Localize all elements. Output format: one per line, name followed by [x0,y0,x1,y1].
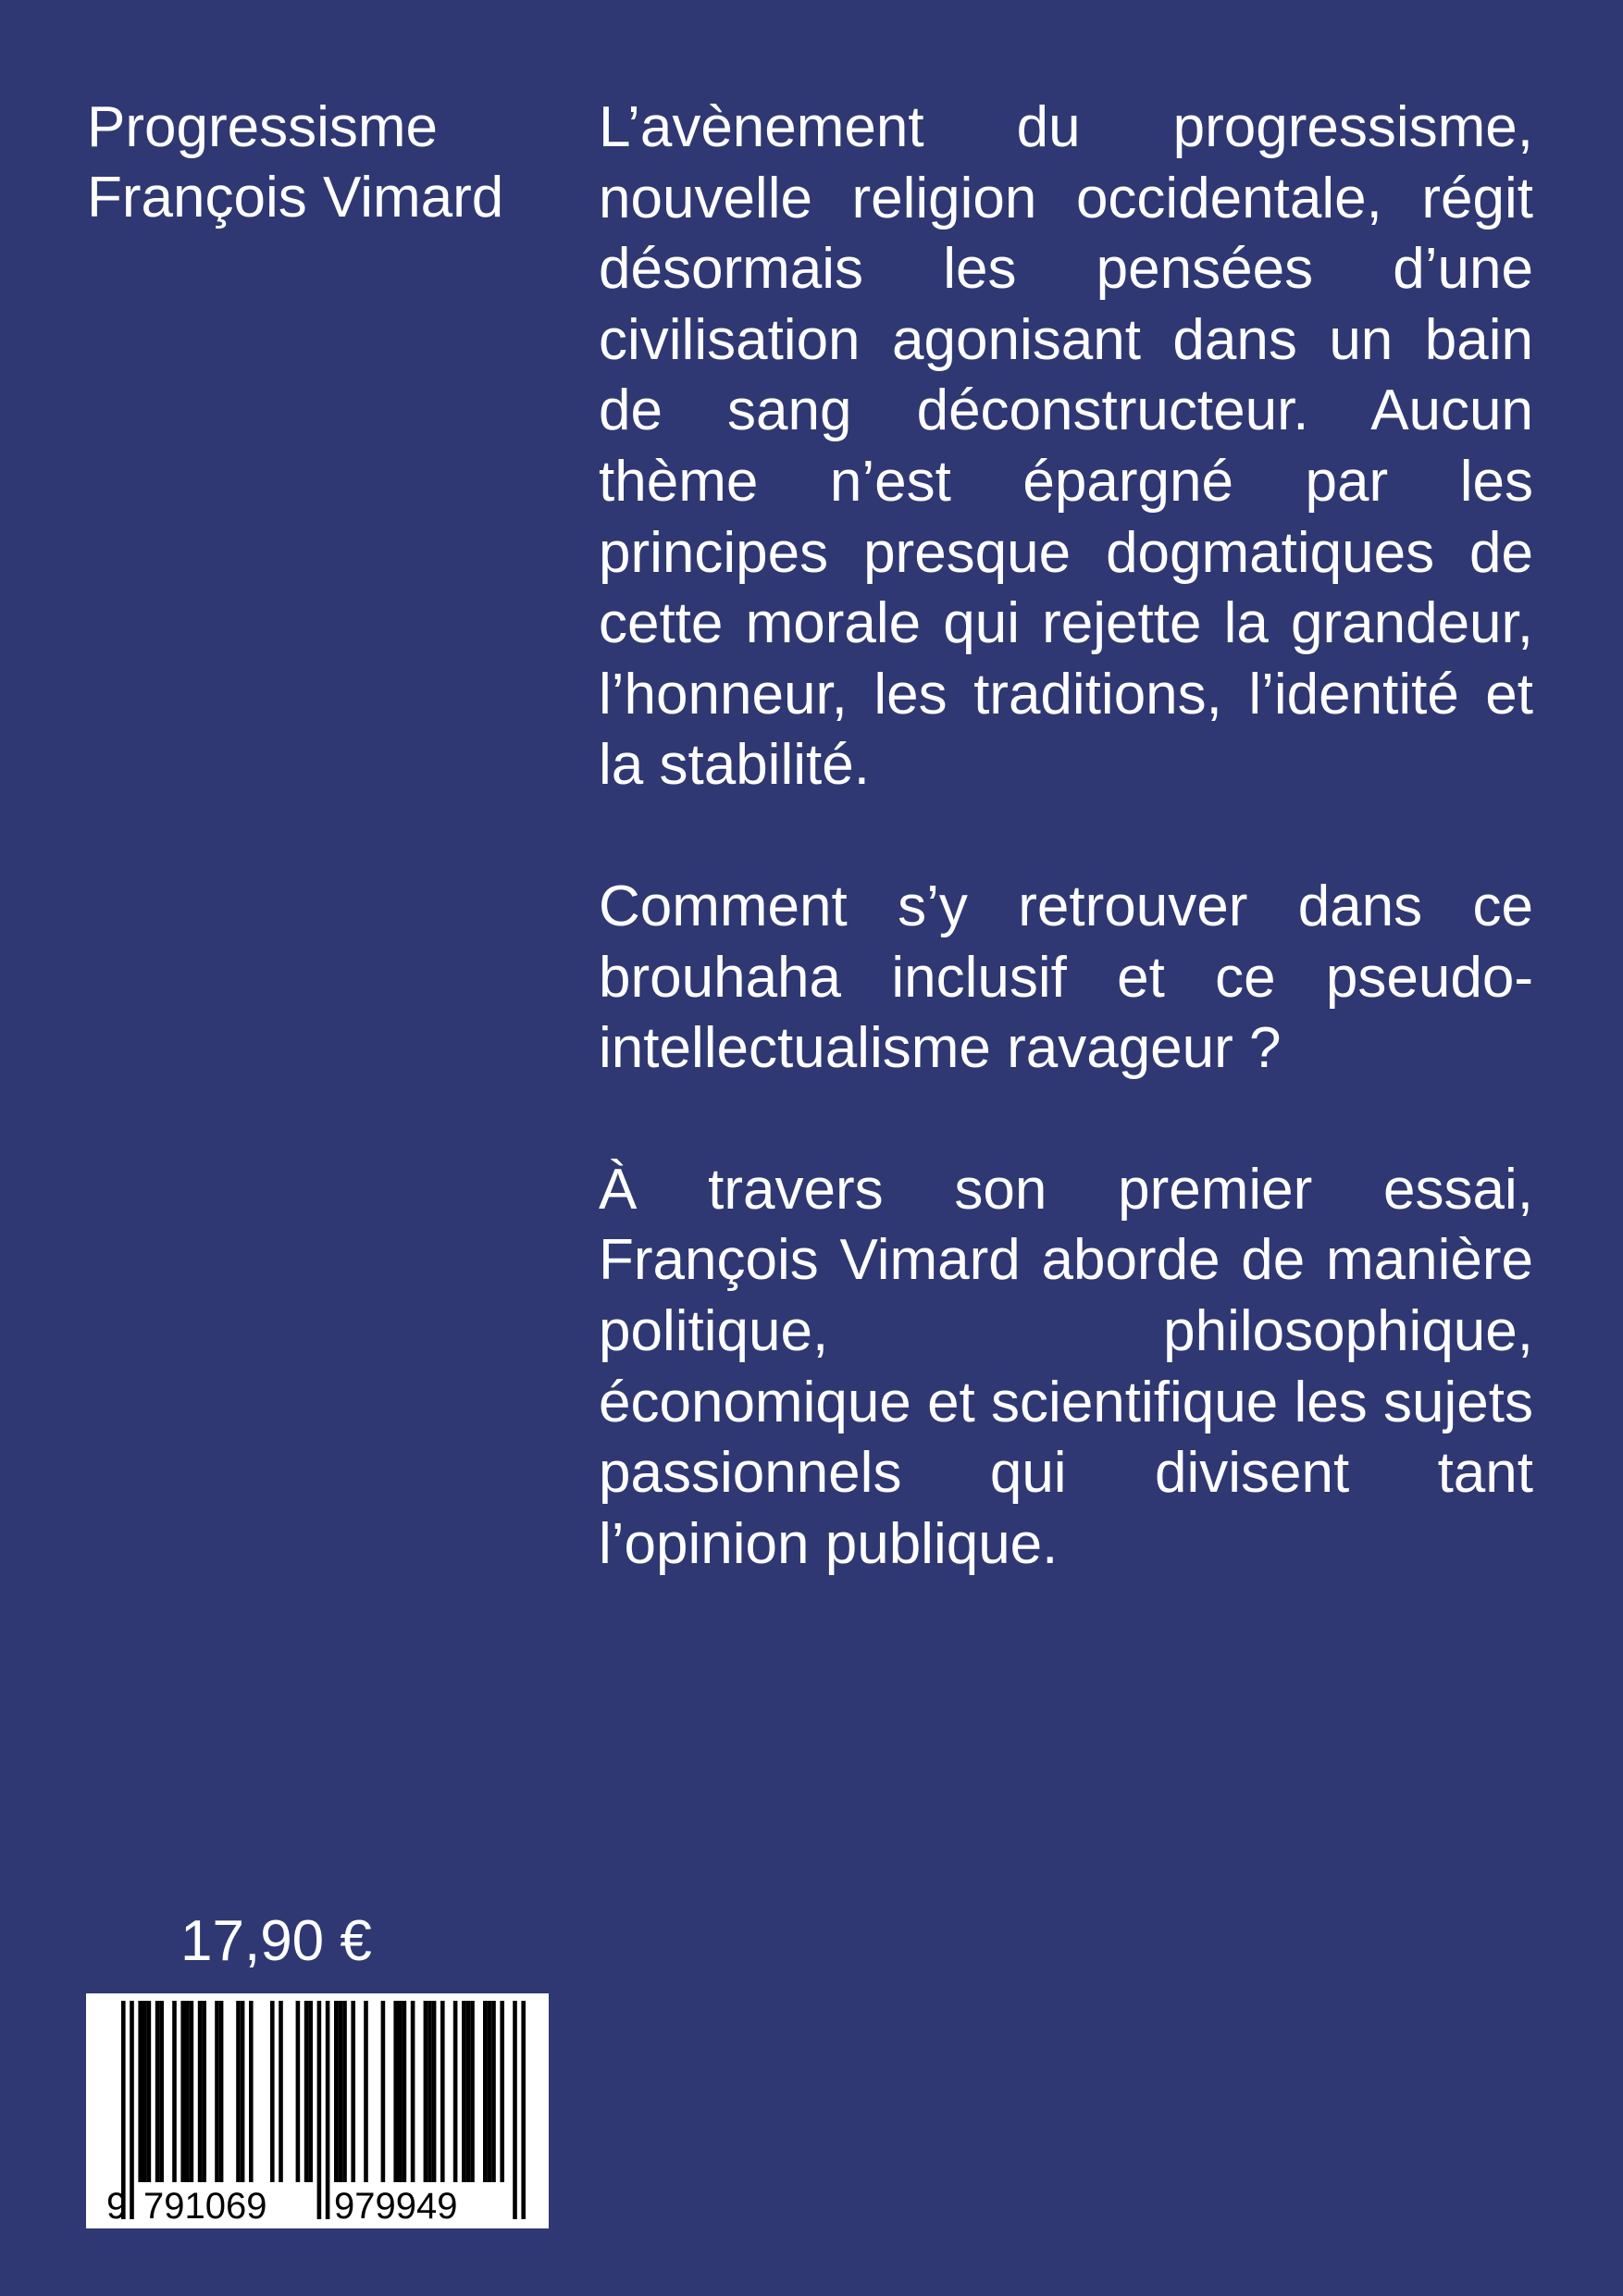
barcode-bar [185,2001,190,2182]
barcode-bar [351,2001,355,2182]
barcode [86,1993,549,2228]
blurb-paragraph-1: L’avènement du progressisme, nouvelle religion occidentale, régit désormais les pensées d’une civilisation agonisant dans un bain de sang déconstructeur. Aucun thème n’est épargné par les principes presque dogmatiques de cette morale qui rejette la grandeur, l’honneur, les traditions, l’identité et la stabilité. [599,95,1533,798]
barcode-digits-left: 791069 [143,2186,267,2227]
barcode-bar [364,2001,368,2182]
barcode-bar [488,2001,492,2182]
barcode-bar [432,2001,437,2182]
barcode-bar [317,2001,322,2219]
barcode-bar [159,2001,164,2182]
barcode-bar [190,2001,194,2182]
barcode-bar [339,2001,343,2182]
barcode-bar [241,2001,245,2182]
barcode-digit-first: 9 [106,2186,128,2227]
barcode-bar [513,2001,517,2219]
barcode-bar [427,2001,432,2182]
barcode-bar [138,2001,142,2182]
barcode-bar [334,2001,339,2182]
barcode-bar [342,2001,347,2182]
barcode-bar [398,2001,403,2182]
barcode-bar [491,2001,496,2182]
barcode-bar [296,2001,301,2182]
barcode-bar [326,2001,330,2219]
barcode-bar [219,2001,224,2182]
barcode-bar [130,2001,134,2219]
book-title: Progressisme [87,95,438,159]
barcode-bar [411,2001,415,2182]
barcode-bar [202,2001,206,2182]
barcode-bar [249,2001,254,2182]
barcode-bar [142,2001,147,2182]
barcode-bar [393,2001,398,2182]
barcode-bar [521,2001,526,2219]
barcode-bar [172,2001,177,2182]
barcode-bar [155,2001,160,2182]
blurb-paragraph-2: Comment s’y retrouver dans ce brouhaha inclusif et ce pseudo-intellectualisme ravageur ? [599,874,1533,1081]
blurb-paragraph-3: À travers son premier essai, François Vimard aborde de manière politique, philosophique, économique et scientifique les sujets passionnels qui divisent tant l’opinion publique. [599,1157,1533,1576]
barcode-bar [403,2001,407,2182]
barcode-bar [180,2001,185,2182]
barcode-bar [236,2001,241,2182]
title-block [87,93,559,233]
barcode-bar [483,2001,488,2182]
barcode-bar [279,2001,283,2182]
barcode-bar [470,2001,475,2182]
barcode-bar [462,2001,466,2182]
blurb [599,93,1533,1650]
barcode-digits-right: 979949 [334,2186,458,2227]
barcode-bar [147,2001,152,2182]
barcode-bar [466,2001,471,2182]
barcode-bar [424,2001,428,2182]
price-label: 17,90 € [180,1909,372,1973]
barcode-bar [304,2001,309,2182]
barcode-bar [215,2001,219,2182]
barcode-bar [270,2001,275,2182]
barcode-bar [381,2001,386,2182]
book-author: François Vimard [87,166,504,230]
barcode-bar [453,2001,458,2182]
barcode-bar [308,2001,313,2182]
barcode-bar [198,2001,203,2182]
barcode-bar [440,2001,445,2182]
barcode-bar [500,2001,504,2182]
